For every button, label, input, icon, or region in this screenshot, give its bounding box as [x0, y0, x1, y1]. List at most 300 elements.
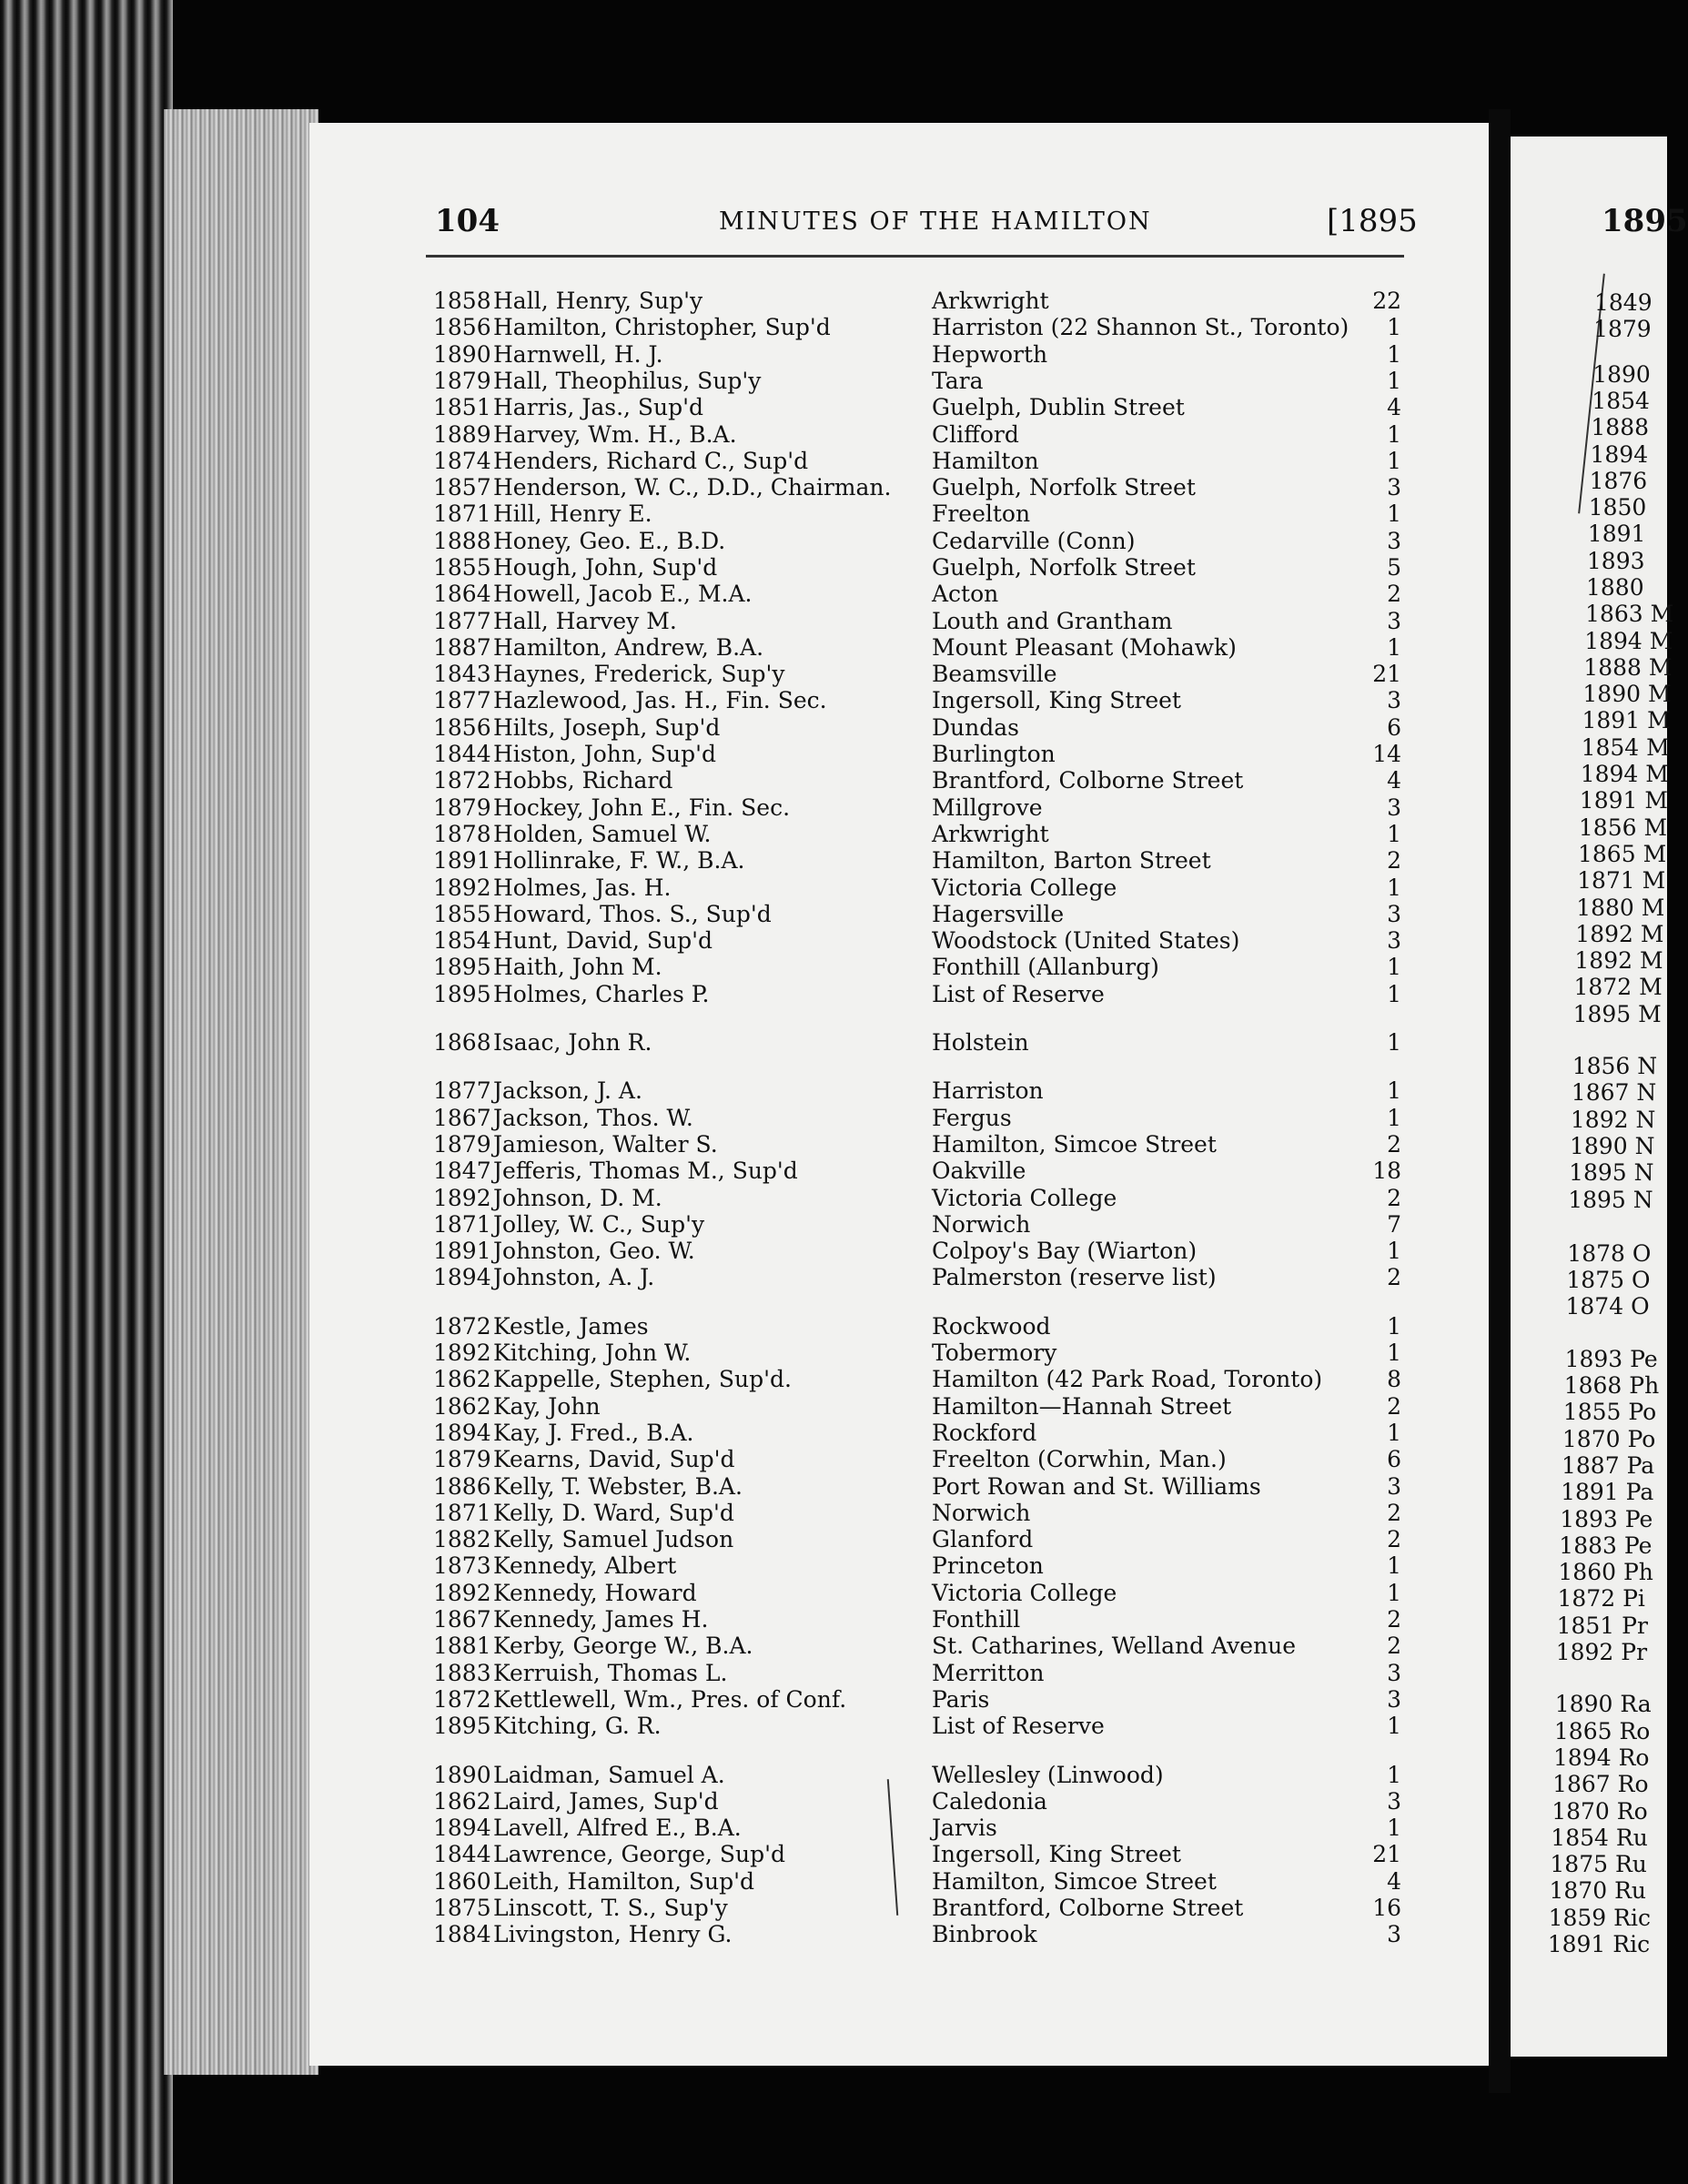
entry-count: 1	[1387, 1580, 1401, 1606]
entry-station: Holstein	[932, 1029, 1029, 1056]
entry-name: Hall, Henry, Sup'y	[493, 288, 703, 314]
right-entry-year: 1891	[1579, 787, 1638, 814]
entry-count: 3	[1387, 474, 1401, 500]
entry-year: 1856	[433, 714, 491, 741]
entry-count: 1	[1387, 1552, 1401, 1579]
entry-station: Cedarville (Conn)	[932, 528, 1136, 554]
right-page-entry	[1548, 1931, 1650, 1957]
right-page-entry	[1588, 521, 1646, 547]
right-entry-text: M	[1641, 681, 1672, 707]
right-page-entry	[1573, 1001, 1662, 1027]
entry-name: Kappelle, Stephen, Sup'd.	[493, 1366, 792, 1392]
right-page-entry	[1551, 1825, 1648, 1851]
page-edges	[164, 109, 318, 2075]
entry-name: Henders, Richard C., Sup'd	[493, 448, 809, 474]
right-entry-year: 1891	[1582, 707, 1641, 733]
right-page-entry	[1589, 494, 1647, 521]
entry-station: Victoria College	[932, 1185, 1117, 1211]
right-page-entry	[1558, 1559, 1653, 1585]
right-entry-year: 1892	[1575, 921, 1633, 947]
right-entry-year: 1890	[1570, 1133, 1628, 1159]
entry-count: 3	[1387, 1686, 1401, 1713]
entry-station: Hamilton—Hannah Street	[932, 1393, 1232, 1420]
entry-station: Hamilton, Barton Street	[932, 847, 1211, 874]
entry-count: 3	[1387, 608, 1401, 634]
entry-name: Histon, John, Sup'd	[493, 741, 716, 767]
right-entry-year: 1894	[1584, 628, 1643, 654]
right-entry-text: M	[1631, 1001, 1662, 1027]
entry-year: 1890	[433, 1762, 491, 1788]
right-entry-text: M	[1634, 867, 1666, 894]
right-entry-text: Ru	[1608, 1825, 1648, 1851]
right-entry-text: O	[1623, 1293, 1650, 1320]
entry-count: 3	[1387, 1921, 1401, 1947]
entry-count: 7	[1387, 1211, 1401, 1238]
right-entry-year: 1890	[1592, 361, 1651, 388]
right-page-entry	[1554, 1718, 1650, 1744]
entry-name: Kerby, George W., B.A.	[493, 1633, 753, 1659]
page-number: 104	[435, 203, 500, 239]
right-entry-year: 1875	[1550, 1851, 1609, 1877]
right-entry-text: M	[1642, 628, 1673, 654]
entry-station: Victoria College	[932, 1580, 1117, 1606]
right-entry-year: 1880	[1586, 574, 1644, 601]
right-entry-year: 1872	[1573, 974, 1632, 1000]
entry-count: 1	[1387, 1313, 1401, 1340]
right-page-entry	[1574, 947, 1663, 974]
right-entry-text: M	[1632, 947, 1663, 974]
entry-year: 1881	[433, 1633, 491, 1659]
entry-name: Kay, John	[493, 1393, 601, 1420]
entry-name: Johnston, A. J.	[493, 1264, 655, 1290]
entry-name: Kay, J. Fred., B.A.	[493, 1420, 694, 1446]
entry-count: 3	[1387, 528, 1401, 554]
entry-name: Kerruish, Thomas L.	[493, 1660, 728, 1686]
entry-name: Kennedy, James H.	[493, 1606, 709, 1633]
entry-year: 1879	[433, 1446, 491, 1472]
entry-station: St. Catharines, Welland Avenue	[932, 1633, 1297, 1659]
entry-count: 1	[1387, 1340, 1401, 1366]
right-page-entry	[1582, 734, 1670, 761]
right-entry-text: Pa	[1619, 1452, 1655, 1479]
right-entry-year: 1879	[1593, 316, 1652, 342]
entry-name: Haith, John M.	[493, 954, 662, 980]
right-page-entry	[1566, 1267, 1650, 1293]
right-page-entry	[1557, 1613, 1648, 1639]
entry-count: 1	[1387, 1077, 1401, 1104]
entry-station: Acton	[932, 581, 999, 607]
right-entry-year: 1880	[1576, 895, 1634, 921]
right-page-entry	[1550, 1851, 1647, 1877]
entry-count: 22	[1372, 288, 1401, 314]
right-entry-year: 1891	[1561, 1479, 1619, 1505]
entry-name: Kitching, John W.	[493, 1340, 692, 1366]
right-entry-year: 1893	[1560, 1506, 1618, 1532]
entry-station: Guelph, Norfolk Street	[932, 554, 1196, 581]
right-page-entry	[1568, 1187, 1653, 1213]
entry-count: 1	[1387, 1815, 1401, 1841]
entry-station: Caledonia	[932, 1788, 1047, 1815]
entry-year: 1877	[433, 1077, 491, 1104]
entry-year: 1877	[433, 608, 491, 634]
page-title: MINUTES OF THE HAMILTON	[719, 207, 1152, 236]
right-entry-year: 1850	[1588, 494, 1647, 521]
entry-year: 1892	[433, 1580, 491, 1606]
right-page-entry	[1558, 1585, 1645, 1612]
entry-name: Jackson, J. A.	[493, 1077, 642, 1104]
entry-count: 2	[1387, 1264, 1401, 1290]
entry-name: Hazlewood, Jas. H., Fin. Sec.	[493, 687, 827, 713]
entry-count: 2	[1387, 581, 1401, 607]
right-entry-text: O	[1624, 1267, 1651, 1293]
entry-count: 5	[1387, 554, 1401, 581]
right-entry-text: M	[1637, 787, 1668, 814]
entry-station: Rockwood	[932, 1313, 1051, 1340]
entry-station: Ingersoll, King Street	[932, 687, 1181, 713]
right-entry-text: N	[1629, 1079, 1657, 1106]
entry-station: Clifford	[932, 421, 1019, 448]
right-entry-year: 1868	[1563, 1372, 1622, 1399]
right-entry-year: 1870	[1552, 1798, 1610, 1825]
right-page-entry	[1569, 1159, 1653, 1186]
right-entry-text: N	[1625, 1187, 1653, 1213]
right-entry-year: 1870	[1549, 1877, 1608, 1904]
entry-name: Holmes, Jas. H.	[493, 875, 672, 901]
right-entry-year: 1891	[1547, 1931, 1606, 1957]
entry-count: 6	[1387, 1446, 1401, 1472]
entry-count: 2	[1387, 1131, 1401, 1158]
right-page-entry	[1553, 1744, 1649, 1771]
entry-station: Brantford, Colborne Street	[932, 1895, 1244, 1921]
entry-count: 4	[1387, 1868, 1401, 1895]
right-entry-text: Pe	[1622, 1346, 1658, 1372]
entry-station: Merritton	[932, 1660, 1045, 1686]
entry-station: Guelph, Dublin Street	[932, 394, 1185, 420]
entry-year: 1867	[433, 1105, 491, 1131]
entry-name: Jefferis, Thomas M., Sup'd	[493, 1158, 798, 1184]
entry-name: Hamilton, Christopher, Sup'd	[493, 314, 831, 340]
entry-year: 1879	[433, 794, 491, 821]
entry-count: 1	[1387, 1029, 1401, 1056]
entry-name: Livingston, Henry G.	[493, 1921, 733, 1947]
entry-name: Harris, Jas., Sup'd	[493, 394, 704, 420]
right-page-entry	[1571, 1107, 1655, 1133]
right-entry-year: 1871	[1577, 867, 1635, 894]
entry-station: Arkwright	[932, 821, 1049, 847]
entry-name: Lawrence, George, Sup'd	[493, 1841, 786, 1867]
page-year: [1895	[1327, 203, 1418, 239]
right-entry-text: M	[1632, 921, 1664, 947]
right-page-entry	[1579, 814, 1667, 841]
right-entry-year: 1854	[1592, 388, 1650, 414]
entry-count: 1	[1387, 1713, 1401, 1739]
right-page-entry	[1591, 414, 1649, 440]
entry-station: Ingersoll, King Street	[932, 1841, 1181, 1867]
right-page-entry	[1582, 707, 1671, 733]
entry-count: 1	[1387, 341, 1401, 368]
entry-count: 16	[1372, 1895, 1401, 1921]
right-entry-text: Po	[1620, 1426, 1656, 1452]
entry-station: Tobermory	[932, 1340, 1057, 1366]
entry-count: 1	[1387, 1105, 1401, 1131]
entry-year: 1864	[433, 581, 491, 607]
right-entry-text: M	[1638, 761, 1669, 787]
entry-station: Brantford, Colborne Street	[932, 767, 1244, 794]
entry-name: Laird, James, Sup'd	[493, 1788, 719, 1815]
entry-year: 1871	[433, 500, 491, 527]
entry-count: 3	[1387, 1473, 1401, 1500]
entry-year: 1844	[433, 741, 491, 767]
entry-year: 1892	[433, 875, 491, 901]
right-entry-text: Ra	[1612, 1691, 1652, 1717]
right-entry-year: 1893	[1564, 1346, 1623, 1372]
right-page-entry	[1555, 1691, 1652, 1717]
entry-name: Holmes, Charles P.	[493, 981, 710, 1007]
entry-year: 1886	[433, 1473, 491, 1500]
entry-name: Kestle, James	[493, 1313, 649, 1340]
entry-year: 1868	[433, 1029, 491, 1056]
right-page-entry	[1560, 1506, 1653, 1532]
right-page-entry	[1570, 1133, 1654, 1159]
right-page-entry	[1563, 1399, 1656, 1425]
entry-count: 1	[1387, 875, 1401, 901]
entry-year: 1872	[433, 1313, 491, 1340]
entry-station: List of Reserve	[932, 981, 1105, 1007]
right-entry-year: 1865	[1578, 841, 1636, 867]
entry-count: 2	[1387, 1606, 1401, 1633]
right-page-entry	[1582, 681, 1671, 707]
right-entry-year: 1855	[1562, 1399, 1622, 1425]
right-entry-year: 1894	[1580, 761, 1639, 787]
right-page-entry	[1583, 654, 1672, 681]
entry-count: 1	[1387, 314, 1401, 340]
entry-year: 1856	[433, 314, 491, 340]
right-page-entry	[1575, 921, 1663, 947]
entry-count: 2	[1387, 1526, 1401, 1552]
right-page-entry	[1593, 316, 1652, 342]
right-page-entry	[1566, 1293, 1650, 1320]
entry-station: Norwich	[932, 1500, 1031, 1526]
right-entry-year: 1891	[1587, 521, 1646, 547]
entry-year: 1855	[433, 901, 491, 927]
entry-name: Lavell, Alfred E., B.A.	[493, 1815, 742, 1841]
entry-count: 2	[1387, 847, 1401, 874]
right-entry-year: 1856	[1572, 1053, 1631, 1079]
entry-station: Norwich	[932, 1211, 1031, 1238]
right-entry-year: 1875	[1566, 1267, 1625, 1293]
right-entry-text: N	[1630, 1053, 1658, 1079]
right-page-entry	[1592, 388, 1650, 414]
right-page-entry	[1577, 867, 1665, 894]
entry-station: Arkwright	[932, 288, 1049, 314]
entry-station: Rockford	[932, 1420, 1037, 1446]
entry-name: Hobbs, Richard	[493, 767, 673, 794]
entry-count: 4	[1387, 767, 1401, 794]
entry-name: Haynes, Frederick, Sup'y	[493, 661, 785, 687]
entry-name: Hollinrake, F. W., B.A.	[493, 847, 745, 874]
right-entry-text: Pr	[1613, 1639, 1648, 1665]
right-entry-year: 1890	[1554, 1691, 1613, 1717]
entry-station: Oakville	[932, 1158, 1026, 1184]
entry-name: Laidman, Samuel A.	[493, 1762, 725, 1788]
entry-station: Jarvis	[932, 1815, 997, 1841]
right-entry-year: 1876	[1589, 468, 1648, 494]
entry-year: 1878	[433, 821, 491, 847]
right-page-entry	[1576, 895, 1664, 921]
right-entry-year: 1883	[1559, 1532, 1617, 1559]
entry-name: Isaac, John R.	[493, 1029, 652, 1056]
right-entry-year: 1895	[1572, 1001, 1632, 1027]
right-entry-text: Ro	[1610, 1771, 1649, 1797]
right-entry-text: M	[1632, 974, 1663, 1000]
entry-count: 3	[1387, 927, 1401, 954]
right-entry-year: 1854	[1551, 1825, 1609, 1851]
right-entry-year: 1872	[1557, 1585, 1616, 1612]
right-page-entry	[1592, 361, 1651, 388]
right-page-entry	[1564, 1372, 1660, 1399]
entry-station: Hepworth	[932, 341, 1048, 368]
right-page-entry	[1590, 468, 1648, 494]
right-page-entry	[1574, 974, 1663, 1000]
right-entry-year: 1888	[1583, 654, 1642, 681]
entry-name: Hall, Theophilus, Sup'y	[493, 368, 762, 394]
entry-year: 1892	[433, 1340, 491, 1366]
right-page-entry	[1572, 1079, 1656, 1106]
entry-count: 8	[1387, 1366, 1401, 1392]
entry-name: Jolley, W. C., Sup'y	[493, 1211, 705, 1238]
entry-station: Victoria College	[932, 875, 1117, 901]
entry-station: Mount Pleasant (Mohawk)	[932, 634, 1237, 661]
entry-name: Kitching, G. R.	[493, 1713, 662, 1739]
right-entry-year: 1892	[1555, 1639, 1614, 1665]
right-page-entry	[1552, 1771, 1648, 1797]
right-page-entry	[1567, 1240, 1651, 1267]
entry-station: Hamilton	[932, 448, 1039, 474]
entry-station: Hamilton, Simcoe Street	[932, 1868, 1217, 1895]
right-page-entry	[1565, 1346, 1658, 1372]
entry-year: 1894	[433, 1815, 491, 1841]
right-entry-year: 1895	[1568, 1187, 1626, 1213]
entry-station: Hamilton, Simcoe Street	[932, 1131, 1217, 1158]
right-entry-year: 1892	[1574, 947, 1633, 974]
right-page-entry	[1581, 761, 1669, 787]
right-entry-text: M	[1635, 841, 1667, 867]
right-entry-text: Ro	[1611, 1744, 1650, 1771]
entry-year: 1855	[433, 554, 491, 581]
right-entry-year: 1888	[1591, 414, 1650, 440]
right-entry-year: 1890	[1582, 681, 1642, 707]
right-entry-text: M	[1633, 895, 1665, 921]
entry-name: Henderson, W. C., D.D., Chairman.	[493, 474, 892, 500]
right-page-entry	[1578, 841, 1666, 867]
right-entry-text: O	[1624, 1240, 1652, 1267]
entry-count: 1	[1387, 821, 1401, 847]
entry-name: Harnwell, H. J.	[493, 341, 663, 368]
entry-station: Wellesley (Linwood)	[932, 1762, 1164, 1788]
right-entry-year: 1867	[1571, 1079, 1630, 1106]
entry-station: Louth and Grantham	[932, 608, 1173, 634]
right-page-entry	[1580, 787, 1668, 814]
entry-year: 1890	[433, 341, 491, 368]
entry-station: Harriston (22 Shannon St., Toronto)	[932, 314, 1349, 340]
entry-name: Hill, Henry E.	[493, 500, 652, 527]
entry-station: Glanford	[932, 1526, 1034, 1552]
entry-year: 1847	[433, 1158, 491, 1184]
entry-count: 6	[1387, 714, 1401, 741]
entry-count: 1	[1387, 1238, 1401, 1264]
entry-year: 1874	[433, 448, 491, 474]
entry-station: Princeton	[932, 1552, 1044, 1579]
entry-count: 1	[1387, 1762, 1401, 1788]
entry-year: 1889	[433, 421, 491, 448]
entry-year: 1867	[433, 1606, 491, 1633]
right-entry-text: N	[1627, 1133, 1655, 1159]
entry-year: 1843	[433, 661, 491, 687]
entry-year: 1888	[433, 528, 491, 554]
entry-year: 1879	[433, 368, 491, 394]
right-entry-year: 1895	[1569, 1159, 1627, 1186]
right-page-entry	[1591, 441, 1649, 468]
right-entry-year: 1854	[1581, 734, 1640, 761]
entry-station: Hagersville	[932, 901, 1065, 927]
entry-year: 1883	[433, 1660, 491, 1686]
entry-year: 1894	[433, 1264, 491, 1290]
entry-station: Freelton (Corwhin, Man.)	[932, 1446, 1227, 1472]
right-entry-text: Pi	[1615, 1585, 1645, 1612]
header-rule	[426, 255, 1404, 258]
right-entry-text: M	[1643, 601, 1674, 627]
entry-name: Howard, Thos. S., Sup'd	[493, 901, 772, 927]
right-entry-text: Ric	[1606, 1905, 1651, 1931]
entry-name: Hockey, John E., Fin. Sec.	[493, 794, 791, 821]
entry-name: Kennedy, Albert	[493, 1552, 677, 1579]
entry-year: 1879	[433, 1131, 491, 1158]
entry-count: 21	[1372, 661, 1401, 687]
entry-year: 1844	[433, 1841, 491, 1867]
entry-year: 1895	[433, 954, 491, 980]
right-entry-year: 1859	[1548, 1905, 1607, 1931]
right-entry-year: 1849	[1594, 289, 1653, 316]
entry-year: 1871	[433, 1211, 491, 1238]
entry-count: 18	[1372, 1158, 1401, 1184]
right-page-entry	[1550, 1877, 1647, 1904]
entry-name: Hough, John, Sup'd	[493, 554, 718, 581]
right-page-entry	[1587, 548, 1645, 574]
right-page-entry	[1561, 1479, 1653, 1505]
entry-name: Honey, Geo. E., B.D.	[493, 528, 726, 554]
entry-year: 1894	[433, 1420, 491, 1446]
right-entry-text: N	[1626, 1159, 1654, 1186]
entry-year: 1872	[433, 767, 491, 794]
right-page-entry	[1572, 1053, 1657, 1079]
entry-name: Kelly, T. Webster, B.A.	[493, 1473, 743, 1500]
entry-name: Jamieson, Walter S.	[493, 1131, 718, 1158]
entry-name: Hunt, David, Sup'd	[493, 927, 713, 954]
right-entry-text: M	[1636, 814, 1668, 841]
entry-station: Freelton	[932, 500, 1031, 527]
right-entry-text: M	[1639, 734, 1670, 761]
entry-count: 1	[1387, 981, 1401, 1007]
entry-station: Colpoy's Bay (Wiarton)	[932, 1238, 1198, 1264]
right-entry-year: 1867	[1552, 1771, 1611, 1797]
entry-year: 1858	[433, 288, 491, 314]
right-entry-year: 1860	[1558, 1559, 1617, 1585]
entry-count: 3	[1387, 1660, 1401, 1686]
entry-name: Linscott, T. S., Sup'y	[493, 1895, 728, 1921]
right-entry-year: 1894	[1553, 1744, 1612, 1771]
entry-count: 2	[1387, 1633, 1401, 1659]
right-entry-text: M	[1641, 654, 1673, 681]
